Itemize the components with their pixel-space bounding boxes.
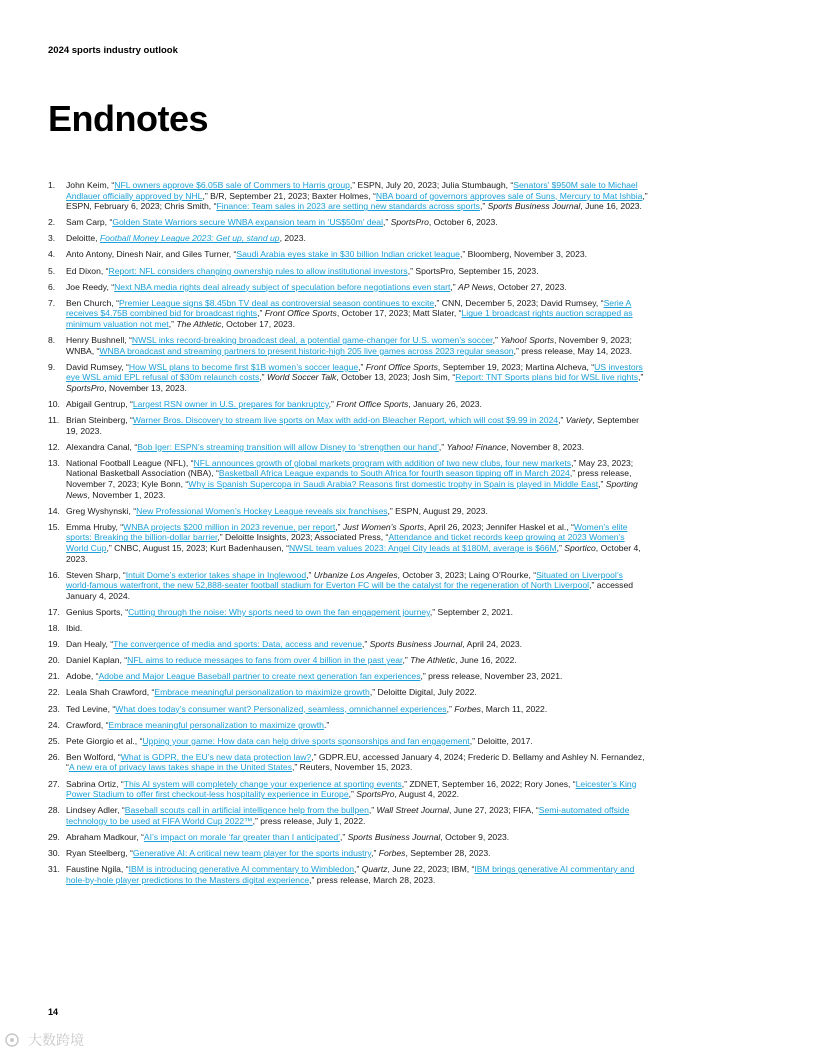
endnote-segment: , June 22, 2023; IBM, “: [387, 864, 475, 875]
endnote-text: [66, 458, 648, 500]
endnote-segment: ,” Bloomberg, November 3, 2023.: [459, 249, 588, 260]
endnote-number: 20.: [48, 655, 60, 666]
endnote-segment: Sabrina Ortiz, “: [66, 778, 124, 789]
endnote-segment: Pete Giorgio et al., “: [66, 735, 143, 746]
endnote-link[interactable]: Report: TNT Sports plans bid for WSL live rights: [455, 372, 639, 383]
endnote-item: [48, 687, 648, 698]
endnote-link[interactable]: Warner Bros. Discovery to stream live sports on Max with add-on Bleacher Report, which will cost $9.99 in 2024: [132, 415, 559, 426]
endnote-number: 19.: [48, 639, 60, 650]
endnote-number: 21.: [48, 671, 60, 682]
endnote-text: [66, 639, 648, 650]
endnote-number: 31.: [48, 864, 60, 875]
endnote-link[interactable]: Adobe and Major League Baseball partner to create next generation fan experiences: [98, 671, 421, 682]
watermark-text: 大数跨境: [28, 1032, 84, 1048]
endnote-segment: , October 17, 2023; Matt Slater, “: [336, 308, 462, 319]
endnote-item: [48, 736, 648, 747]
endnote-link[interactable]: Intuit Dome’s exterior takes shape in Inglewood: [125, 569, 307, 580]
endnote-segment: ,”: [328, 399, 337, 409]
endnote-number: 25.: [48, 735, 60, 746]
endnote-segment: ,” SportsPro, September 15, 2023.: [407, 265, 539, 276]
endnote-segment: ,” accessed January 4, 2024.: [66, 580, 634, 601]
endnote-segment: , October 4, 2023.: [66, 543, 641, 564]
endnote-segment: Genius Sports, “: [66, 607, 129, 617]
publication-name: Sports Business Journal: [347, 831, 441, 842]
endnote-segment: Steven Sharp, “: [66, 569, 126, 580]
endnote-link[interactable]: IBM brings generative AI commentary and hole-by-hole player predictions to the Masters digital experience: [66, 864, 635, 885]
endnote-segment: ,” press release, May 14, 2023.: [513, 345, 633, 356]
endnote-segment: ,” press release, November 7, 2023; Kyle Bonn, “: [66, 468, 632, 490]
endnote-segment: ,”: [259, 372, 267, 383]
endnote-item: [48, 399, 648, 410]
watermark-logo-icon: [4, 1032, 24, 1048]
endnote-link[interactable]: Embrace meaningful personalization to maximize growth: [108, 719, 324, 730]
publication-name: SportsPro: [390, 217, 429, 228]
endnote-segment: Henry Bushnell, “: [66, 335, 132, 346]
endnote-segment: , November 1, 2023.: [87, 489, 166, 500]
endnote-segment: ,”: [306, 569, 314, 580]
endnote-text: [66, 362, 648, 394]
endnote-text: [66, 720, 648, 731]
endnote-segment: ,”: [368, 805, 377, 816]
endnote-segment: , June 16, 2023.: [580, 201, 642, 212]
endnote-number: 2.: [48, 217, 56, 228]
publication-name: SportsPro: [66, 382, 105, 393]
endnote-segment: ,”: [354, 864, 362, 875]
endnote-number: 14.: [48, 505, 60, 516]
endnote-number: 30.: [48, 848, 60, 858]
endnote-item: [48, 655, 648, 666]
endnote-segment: ,” Reuters, November 15, 2023.: [291, 762, 413, 773]
endnote-segment: , November 9, 2023; WNBA, “: [66, 335, 632, 356]
endnote-segment: Abraham Madkour, “: [66, 831, 144, 842]
endnote-item: [48, 249, 648, 260]
publication-name: Sports Business Journal: [487, 201, 581, 212]
endnote-segment: Leala Shah Crawford, “: [66, 687, 155, 698]
endnote-segment: , September 19, 2023.: [66, 415, 640, 436]
endnote-number: 16.: [48, 569, 60, 580]
endnote-segment: ,” ESPN, July 20, 2023; Julia Stumbaugh, “: [349, 180, 514, 190]
endnote-segment: ,”: [450, 281, 459, 292]
endnote-segment: , August 4, 2022.: [394, 789, 459, 800]
endnote-segment: Emma Hruby, “: [66, 521, 124, 532]
endnote-segment: ,”: [340, 831, 348, 842]
endnote-text: [66, 506, 648, 517]
endnote-link[interactable]: Football Money League 2023: Get up, stand up: [99, 233, 280, 244]
publication-name: SportsPro: [356, 789, 395, 800]
endnote-item: [48, 671, 648, 682]
endnote-segment: , October 27, 2023.: [493, 281, 567, 292]
endnote-segment: Ibid.: [66, 623, 83, 634]
endnote-segment: ,” ESPN, August 29, 2023.: [387, 505, 488, 516]
endnote-segment: Adobe, “: [66, 671, 99, 682]
endnote-segment: , September 19, 2023; Martina Alcheva, “: [437, 361, 595, 372]
endnote-text: [66, 442, 648, 453]
publication-name: Front Office Sports: [336, 399, 409, 409]
endnote-segment: David Rumsey, “: [66, 361, 129, 372]
endnote-number: 11.: [48, 415, 60, 426]
endnote-segment: ,” Deloitte Digital, July 2022.: [369, 687, 477, 698]
endnote-segment: ,” press release, November 23, 2021.: [420, 671, 563, 682]
endnote-segment: , October 17, 2023.: [221, 318, 295, 329]
endnote-link[interactable]: Serie A receives $4.75B combined bid for broadcast rights: [66, 297, 632, 319]
endnote-segment: , June 27, 2023; FIFA, “: [448, 805, 539, 816]
endnote-segment: Brian Steinberg, “: [66, 415, 133, 426]
endnote-link[interactable]: WNBA broadcast and streaming partners to present historic-high 205 live games across 2023 regular season: [99, 345, 514, 356]
endnote-number: 26.: [48, 751, 60, 762]
endnote-text: [66, 249, 648, 260]
publication-name: AP News: [458, 281, 494, 292]
endnote-segment: ,” GDPR.EU, accessed January 4, 2024; Frederic D. Bellamy and Ashley N. Fernandez, “: [66, 751, 645, 773]
endnote-segment: ,” CNBC, August 15, 2023; Kurt Badenhausen, “: [106, 543, 289, 554]
endnote-number: 15.: [48, 521, 60, 532]
endnote-segment: ,” press release, July 1, 2022.: [252, 815, 366, 826]
endnote-segment: , April 26, 2023; Jennifer Haskel et al., “: [423, 521, 574, 532]
endnote-segment: ,”: [257, 308, 265, 319]
endnote-link[interactable]: What is GDPR, the EU’s new data protection law?: [120, 751, 312, 762]
endnote-item: [48, 180, 648, 212]
endnote-link[interactable]: Cutting through the noise: Why sports need to own the fan engagement journey: [128, 607, 430, 617]
endnote-segment: ,”: [402, 655, 411, 666]
endnote-segment: Sam Carp, “: [66, 217, 113, 228]
endnote-item: [48, 779, 648, 800]
endnote-text: [66, 399, 648, 410]
endnote-segment: , March 11, 2022.: [480, 703, 548, 714]
endnote-number: 9.: [48, 361, 56, 372]
endnote-segment: ,” ZDNET, September 16, 2022; Rory Jones, “: [401, 778, 576, 789]
endnote-link[interactable]: Largest RSN owner in U.S. prepares for bankruptcy: [132, 399, 329, 409]
publication-name: Wall Street Journal: [376, 805, 449, 816]
endnote-segment: Ben Church, “: [66, 297, 120, 308]
endnote-text: [66, 282, 648, 293]
endnote-segment: , April 24, 2023.: [462, 639, 523, 650]
endnote-number: 22.: [48, 687, 60, 698]
endnote-segment: Anto Antony, Dinesh Nair, and Giles Turner, “: [66, 249, 237, 260]
endnote-text: [66, 655, 648, 666]
watermark: [4, 1030, 84, 1050]
endnote-segment: ,”: [168, 318, 177, 329]
endnote-link[interactable]: What does today’s consumer want? Personalized, seamless, omnichannel experiences: [115, 703, 447, 714]
endnote-link[interactable]: This AI system will completely change your experience at sporting events: [123, 778, 402, 789]
endnote-link[interactable]: NFL announces growth of global markets program with addition of two new clubs, four new markets: [193, 457, 572, 468]
endnote-segment: Greg Wyshynski, “: [66, 505, 137, 516]
endnote-item: [48, 442, 648, 453]
endnote-item: [48, 607, 648, 618]
endnote-segment: ,”: [492, 335, 501, 346]
endnote-item: [48, 282, 648, 293]
endnote-segment: ,” September 2, 2021.: [429, 607, 513, 617]
endnote-number: 24.: [48, 719, 60, 730]
endnote-link[interactable]: Basketball Africa League expands to South Africa for fourth season tipping off in March 2024: [218, 468, 570, 479]
endnote-number: 3.: [48, 233, 56, 244]
endnote-item: [48, 506, 648, 517]
endnote-segment: , June 16, 2022.: [455, 655, 517, 666]
endnote-link[interactable]: How WSL plans to become first $1B women’s soccer league: [128, 361, 359, 372]
endnote-link[interactable]: Bob Iger: ESPN’s streaming transition will allow Disney to ‘strengthen our hand’: [137, 441, 439, 452]
endnote-number: 8.: [48, 335, 56, 346]
endnote-segment: Alexandra Canal, “: [66, 441, 138, 452]
endnote-link[interactable]: IBM is introducing generative AI commentary to Wimbledon: [128, 864, 355, 875]
endnote-segment: John Keim, “: [66, 180, 115, 190]
endnote-number: 28.: [48, 805, 60, 816]
publication-name: Urbanize Los Angeles: [313, 569, 398, 580]
endnote-segment: , September 28, 2023.: [405, 848, 491, 858]
endnote-segment: Joe Reedy, “: [66, 281, 115, 292]
endnote-link[interactable]: A new era of privacy laws takes shape in the United States: [68, 762, 292, 773]
endnote-segment: Deloitte,: [66, 233, 100, 244]
endnote-segment: ,” Deloitte, 2017.: [469, 735, 533, 746]
endnote-item: [48, 362, 648, 394]
endnote-link[interactable]: Upping your game: How data can help drive sports sponsorships and fan engagement: [142, 735, 470, 746]
endnote-link[interactable]: Next NBA media rights deal already subject of speculation before negotiations even start: [114, 281, 451, 292]
endnote-link[interactable]: NFL aims to reduce messages to fans from over 4 billion in the past year: [127, 655, 403, 666]
endnote-segment: , October 3, 2023; Laing O’Rourke, “: [397, 569, 537, 580]
endnote-text: [66, 522, 648, 564]
endnote-number: 4.: [48, 249, 56, 260]
publication-name: Sports Business Journal: [369, 639, 463, 650]
endnote-segment: , October 9, 2023.: [440, 831, 510, 842]
endnote-link[interactable]: Situated on Liverpool’s world-famous waterfront, the new 52,888-seater football stadium for Everton FC will be the catalyst for the regeneration of North Liverpool: [66, 569, 623, 591]
endnote-link[interactable]: NFL owners approve $6.05B sale of Commers to Harris group: [114, 180, 350, 190]
publication-name: Front Office Sports: [365, 361, 438, 372]
endnote-link[interactable]: WNBA projects $200 million in 2023 revenue, per report: [123, 521, 336, 532]
endnote-text: [66, 266, 648, 277]
endnote-text: [66, 848, 648, 859]
endnote-text: [66, 570, 648, 602]
endnote-link[interactable]: Attendance and ticket records keep growing at 2023 Women’s World Cup: [66, 532, 625, 554]
endnote-text: [66, 415, 648, 436]
endnote-segment: , January 26, 2023.: [408, 399, 482, 409]
endnote-segment: ,”: [383, 217, 391, 228]
page-number: 14: [48, 1007, 59, 1017]
endnote-text: [66, 704, 648, 715]
endnote-number: 23.: [48, 703, 60, 714]
endnote-text: [66, 671, 648, 682]
endnote-number: 27.: [48, 778, 60, 789]
endnote-segment: ,”: [348, 789, 357, 800]
publication-name: The Athletic: [410, 655, 456, 666]
endnote-item: [48, 458, 648, 500]
endnote-link[interactable]: Premier League signs $8.45bn TV deal as controversial season continues to excite: [119, 297, 435, 308]
endnote-number: 18.: [48, 623, 60, 634]
endnote-text: [66, 752, 648, 773]
endnote-link[interactable]: AI’s impact on morale ‘far greater than I anticipated’: [143, 831, 341, 842]
publication-name: World Soccer Talk: [266, 372, 337, 383]
endnote-item: [48, 639, 648, 650]
endnote-link[interactable]: Ligue 1 broadcast rights auction scrapped as minimum valuation not met: [66, 308, 633, 329]
endnote-segment: ,”: [558, 415, 566, 426]
endnote-text: [66, 180, 648, 212]
endnote-segment: ,”: [556, 543, 565, 554]
endnote-item: [48, 415, 648, 436]
endnote-link[interactable]: Women’s elite sports: Breaking the billion-dollar barrier: [66, 521, 628, 543]
endnote-segment: ,” CNN, December 5, 2023; David Rumsey, “: [434, 297, 604, 308]
publication-name: Forbes: [378, 848, 406, 858]
endnote-item: [48, 266, 648, 277]
endnote-link[interactable]: Why is Spanish Supercopa in Saudi Arabia? Reasons first domestic trophy in Spain is played in Middle East: [188, 479, 599, 490]
endnote-link[interactable]: Report: NFL considers changing ownership rules to allow institutional investors: [108, 265, 408, 276]
endnote-number: 6.: [48, 281, 56, 292]
endnote-number: 13.: [48, 457, 60, 468]
endnote-link[interactable]: Generative AI: A critical new team player for the sports industry: [132, 848, 372, 858]
endnote-item: [48, 298, 648, 330]
publication-name: The Athletic: [176, 318, 222, 329]
endnote-link[interactable]: NWSL inks record-breaking broadcast deal, a potential game-changer for U.S. women’s soccer: [131, 335, 493, 346]
endnote-segment: ,” press release, March 28, 2023.: [309, 874, 436, 885]
endnote-segment: Lindsey Adler, “: [66, 805, 125, 816]
endnote-text: [66, 805, 648, 826]
endnote-item: [48, 623, 648, 634]
endnote-link[interactable]: NWSL team values 2023: Angel City leads at $180M, average is $66M: [288, 543, 557, 554]
endnote-item: [48, 335, 648, 356]
endnote-segment: ,”: [362, 639, 370, 650]
endnote-segment: ,”: [438, 441, 447, 452]
endnote-link[interactable]: Senators’ $950M sale to Michael Andlauer officially approved by NHL: [66, 180, 638, 201]
endnote-item: [48, 832, 648, 843]
publication-name: Forbes: [454, 703, 481, 714]
endnote-item: [48, 752, 648, 773]
endnote-segment: , 2023.: [279, 233, 306, 244]
endnote-segment: Ryan Steelberg, “: [66, 848, 133, 858]
publication-name: Front Office Sports: [264, 308, 337, 319]
publication-name: Just Women’s Sports: [342, 521, 424, 532]
endnote-segment: ,” B/R, September 21, 2023; Baxter Holmes, “: [202, 190, 376, 201]
endnote-segment: ,” Deloitte Insights, 2023; Associated Press, “: [217, 532, 389, 543]
endnote-item: [48, 522, 648, 564]
endnote-segment: National Football League (NFL), “: [66, 457, 194, 468]
endnote-segment: Dan Healy, “: [66, 639, 114, 650]
endnote-segment: Crawford, “: [66, 719, 109, 730]
endnote-number: 1.: [48, 180, 56, 190]
endnote-link[interactable]: Finance: Team sales in 2023 are setting new standards across sports: [216, 201, 480, 212]
endnote-segment: Daniel Kaplan, “: [66, 655, 128, 666]
endnote-segment: Ben Wolford, “: [66, 751, 121, 762]
endnote-segment: , November 13, 2023.: [104, 382, 187, 393]
endnote-text: [66, 607, 648, 618]
endnote-number: 10.: [48, 399, 60, 409]
endnote-number: 7.: [48, 297, 56, 308]
endnote-item: [48, 217, 648, 228]
endnote-segment: , November 8, 2023.: [506, 441, 584, 452]
endnote-item: [48, 848, 648, 859]
endnote-item: [48, 704, 648, 715]
endnote-link[interactable]: US investors eye WSL amid EPL refusal of $30m relaunch costs: [66, 361, 643, 383]
endnote-segment: ,”: [371, 848, 379, 858]
endnote-segment: ,”: [598, 479, 606, 490]
endnote-link[interactable]: Saudi Arabia eyes stake in $30 billion Indian cricket league: [236, 249, 460, 260]
endnote-segment: ,”: [335, 521, 343, 532]
endnote-segment: , October 6, 2023.: [428, 217, 498, 228]
endnote-item: [48, 720, 648, 731]
publication-name: Sportico: [564, 543, 596, 554]
endnote-segment: , October 13, 2023; Josh Sim, “: [336, 372, 456, 383]
endnote-item: [48, 570, 648, 602]
endnote-segment: ,” May 23, 2023; National Basketball Association (NBA), “: [66, 457, 634, 479]
publication-name: Quartz: [361, 864, 388, 875]
endnote-number: 29.: [48, 831, 60, 842]
endnote-text: [66, 736, 648, 747]
endnote-segment: ,”: [358, 361, 366, 372]
endnote-number: 5.: [48, 265, 56, 276]
endnote-link[interactable]: NBA board of governors approves sale of Suns, Mercury to Mat Ishbia: [375, 190, 643, 201]
endnote-link[interactable]: New Professional Women’s Hockey League reveals six franchises: [136, 505, 388, 516]
endnote-text: [66, 779, 648, 800]
endnote-item: [48, 864, 648, 885]
endnote-segment: Ted Levine, “: [66, 703, 116, 714]
endnote-text: [66, 233, 648, 244]
endnote-link[interactable]: The convergence of media and sports: Data, access and revenue: [113, 639, 363, 650]
endnote-segment: Ed Dixon, “: [66, 265, 109, 276]
endnote-link[interactable]: Golden State Warriors secure WNBA expansion team in ‘US$50m’ deal: [112, 217, 383, 228]
endnote-link[interactable]: Embrace meaningful personalization to maximize growth: [154, 687, 370, 698]
endnote-link[interactable]: Leicester’s King Power Stadium to offer first checkout-less hospitality experience in Europe: [66, 778, 637, 800]
publication-name: Yahoo! Finance: [446, 441, 507, 452]
endnote-text: [66, 623, 648, 634]
endnote-segment: .”: [323, 719, 330, 730]
endnote-number: 17.: [48, 607, 60, 617]
endnote-segment: ,”: [446, 703, 455, 714]
endnote-link[interactable]: Baseball scouts call in artificial intelligence help from the bullpen: [124, 805, 369, 816]
endnote-segment: Faustine Ngila, “: [66, 864, 129, 875]
endnote-segment: ,” ESPN, February 6, 2023; Chris Smith, “: [66, 190, 648, 212]
endnote-item: [48, 805, 648, 826]
publication-name: Yahoo! Sports: [500, 335, 555, 346]
endnote-text: [66, 832, 648, 843]
endnote-number: 12.: [48, 441, 60, 452]
report-header: 2024 sports industry outlook: [48, 45, 178, 56]
endnotes-list: [48, 180, 648, 891]
endnote-segment: Abigail Gentrup, “: [66, 399, 133, 409]
endnote-item: [48, 233, 648, 244]
endnote-text: [66, 335, 648, 356]
endnote-text: [66, 864, 648, 885]
endnote-segment: ,”: [479, 201, 488, 212]
endnote-text: [66, 217, 648, 228]
endnote-link[interactable]: Semi-automated offside technology to be used at FIFA World Cup 2022™: [66, 805, 630, 826]
endnote-text: [66, 298, 648, 330]
publication-name: Variety: [565, 415, 593, 426]
endnote-segment: ,”: [638, 372, 644, 383]
page-title: Endnotes: [48, 98, 209, 139]
publication-name: Sporting News: [66, 479, 638, 500]
endnote-text: [66, 687, 648, 698]
